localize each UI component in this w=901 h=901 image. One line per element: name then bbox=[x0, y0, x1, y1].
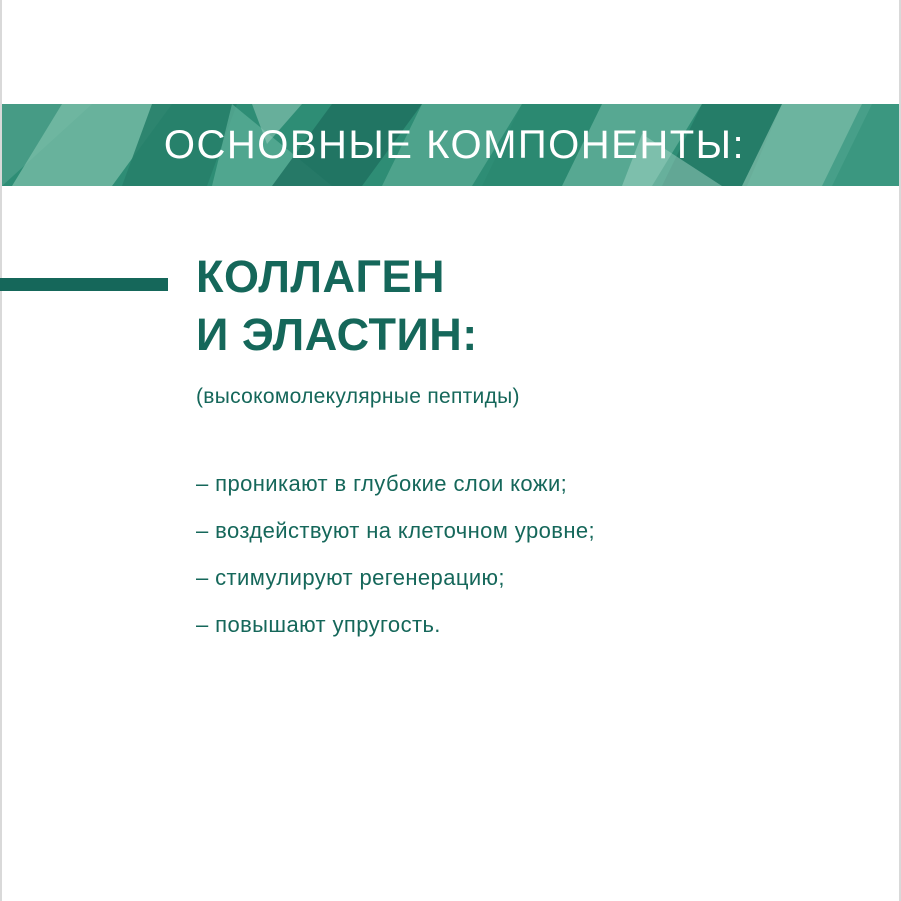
heading-line-1: КОЛЛАГЕН bbox=[196, 251, 446, 302]
list-item: – проникают в глубокие слои кожи; bbox=[196, 471, 568, 497]
list-item: – повышают упругость. bbox=[196, 612, 441, 638]
heading-line-2: И ЭЛАСТИН: bbox=[196, 308, 478, 360]
content-block bbox=[196, 248, 861, 659]
accent-rule bbox=[0, 278, 168, 291]
banner-title: ОСНОВНЫЕ КОМПОНЕНТЫ: bbox=[163, 123, 746, 167]
page-title bbox=[196, 248, 861, 363]
benefits-list bbox=[196, 471, 861, 638]
list-item: – воздействуют на клеточном уровне; bbox=[196, 518, 596, 544]
list-item: – стимулируют регенерацию; bbox=[196, 565, 505, 591]
subtitle: (высокомолекулярные пептиды) bbox=[196, 385, 520, 409]
header-banner bbox=[2, 104, 899, 186]
